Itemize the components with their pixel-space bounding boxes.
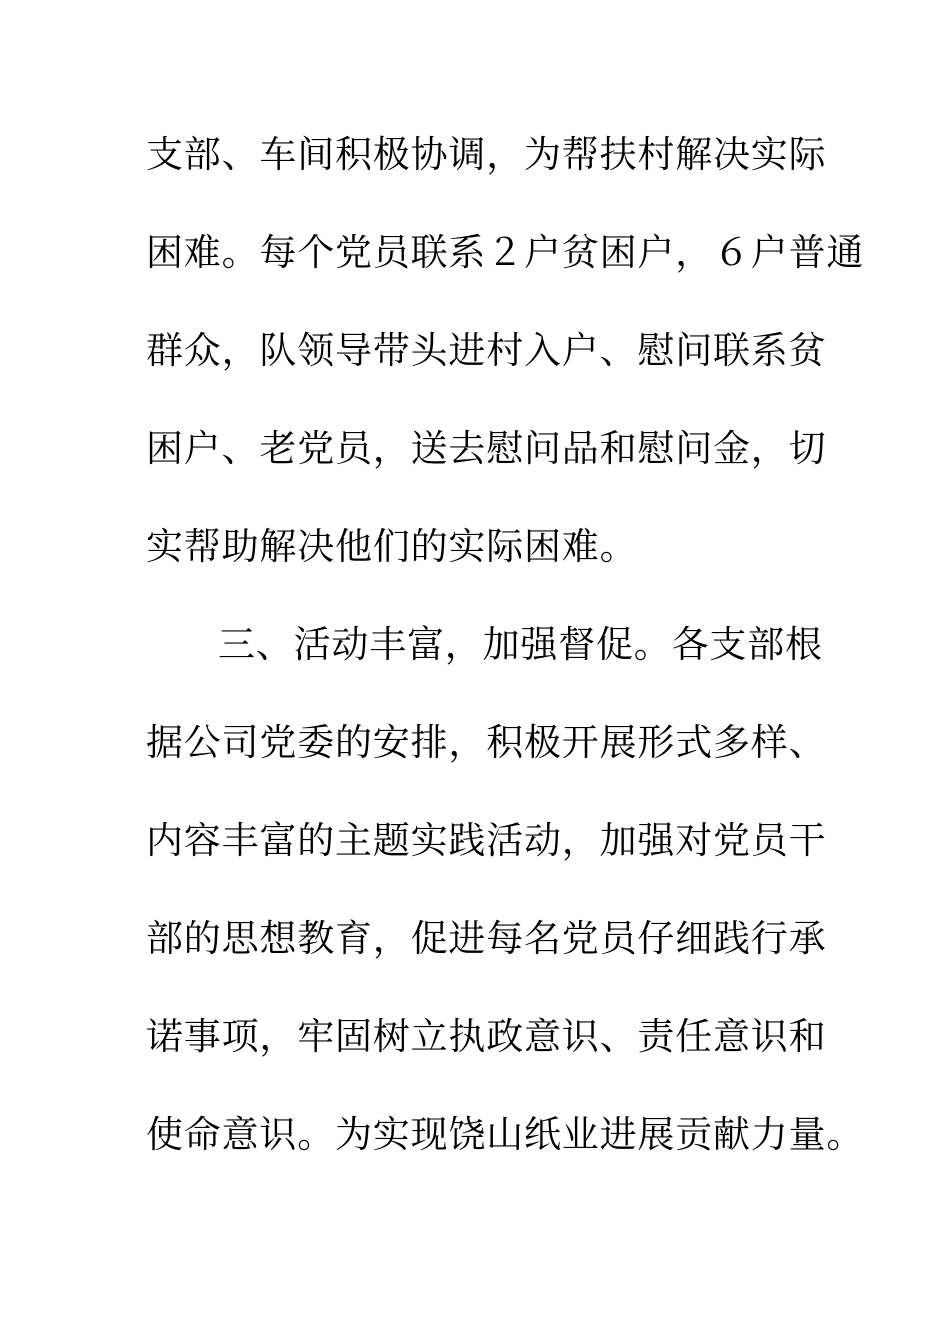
text-line: 诺事项，牢固树立执政意识、责任意识和 (146, 1015, 827, 1058)
text-line: 困难。每个党员联系２户贫困户，６户普通 (146, 231, 865, 274)
body-text (146, 126, 865, 1204)
text-line: 部的思想教育，促进每名党员仔细践行承 (146, 917, 827, 960)
text-line: 据公司党委的安排，积极开展形式多样、 (146, 721, 827, 764)
paragraph-heading-line: 三、活动丰富，加强督促。各支部根 (218, 623, 823, 666)
text-line: 支部、车间积极协调，为帮扶村解决实际 (146, 133, 827, 176)
text-line: 实帮助解决他们的实际困难。 (146, 525, 638, 568)
text-line: 使命意识。为实现饶山纸业进展贡献力量。 (146, 1113, 865, 1156)
text-line: 群众，队领导带头进村入户、慰问联系贫 (146, 329, 827, 372)
text-line: 内容丰富的主题实践活动，加强对党员干 (146, 819, 827, 862)
text-line: 困户、老党员，送去慰问品和慰问金，切 (146, 427, 827, 470)
